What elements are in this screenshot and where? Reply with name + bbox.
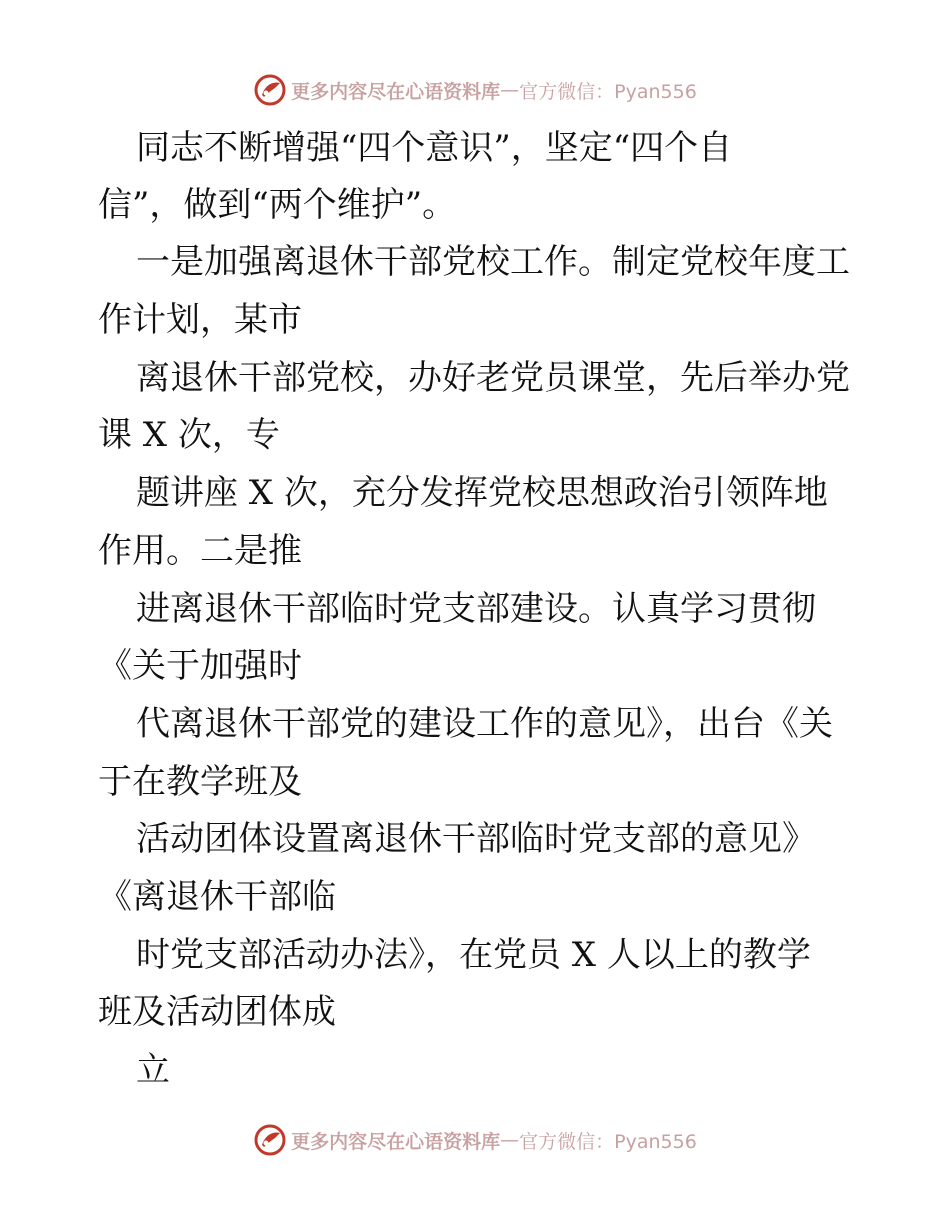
footer-separator: — — [500, 1129, 520, 1151]
header-wechat-text: 官方微信：Pyan556 — [519, 80, 697, 103]
body-line: 进离退休干部临时党支部建设。认真学习贯彻 — [136, 589, 816, 629]
body-line: 《离退休干部临 — [98, 877, 336, 917]
body-line: 作计划，某市 — [98, 300, 302, 340]
brand-logo-icon — [253, 73, 287, 107]
body-line: 时党支部活动办法》，在党员 X 人以上的教学 — [136, 935, 811, 975]
footer-watermark — [0, 1120, 950, 1160]
footer-site-text: 更多内容尽在心语资料库 — [291, 1130, 501, 1153]
body-line: 离退休干部党校，办好老党员课堂，先后举办党 — [136, 358, 850, 398]
body-line: 代离退休干部党的建设工作的意见》，出台《关 — [136, 704, 833, 744]
body-line: 同志不断增强“四个意识”，坚定“四个自 — [136, 128, 733, 168]
body-line: 活动团体设置离退休干部临时党支部的意见》 — [136, 819, 816, 859]
body-line: 一是加强离退休干部党校工作。制定党校年度工 — [136, 242, 850, 282]
brand-logo-icon — [253, 1123, 287, 1157]
body-line: 信”，做到“两个维护”。 — [98, 185, 457, 225]
body-line: 于在教学班及 — [98, 762, 302, 802]
header-separator: — — [500, 79, 520, 101]
body-line: 题讲座 X 次，充分发挥党校思想政治引领阵地 — [136, 473, 828, 513]
body-line: 《关于加强时 — [98, 646, 302, 686]
body-line: 立 — [136, 1050, 170, 1090]
header-site-text: 更多内容尽在心语资料库 — [291, 80, 501, 103]
body-line: 班及活动团体成 — [98, 992, 336, 1032]
footer-wechat-text: 官方微信：Pyan556 — [519, 1130, 697, 1153]
header-watermark — [0, 70, 950, 110]
body-line: 课 X 次，专 — [98, 415, 280, 455]
body-line: 作用。二是推 — [98, 531, 302, 571]
